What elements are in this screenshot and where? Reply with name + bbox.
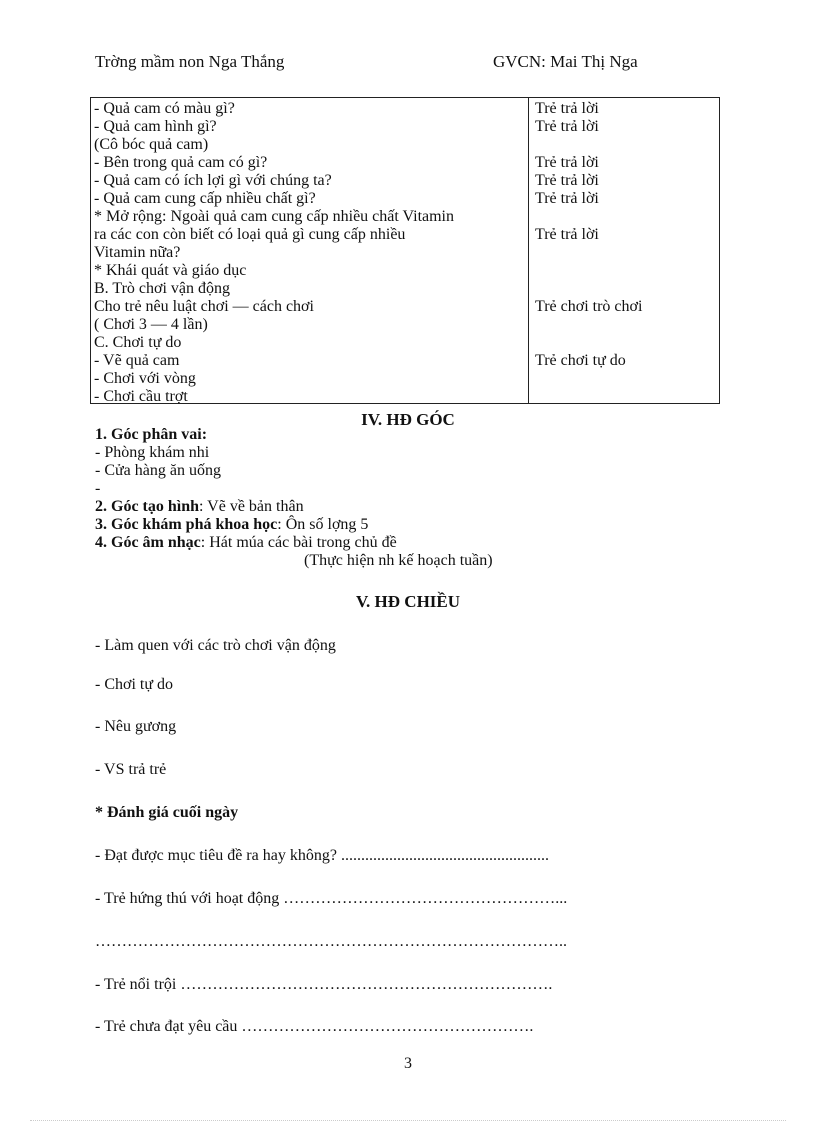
corner-roleplay-item: - Phòng khám nhi	[95, 444, 210, 461]
corner-art-text: : Vẽ về bản thân	[199, 498, 304, 515]
corner-roleplay-title: 1. Góc phân vai:	[95, 426, 208, 443]
table-left-line: C. Chơi tự do	[94, 334, 182, 351]
table-left-line: - Quả cam cung cấp nhiều chất gì?	[94, 190, 316, 207]
corner-music	[95, 534, 397, 552]
corner-art-title: 2. Góc tạo hình	[95, 498, 200, 515]
activity-table	[90, 97, 720, 404]
table-left-line: - Quả cam có màu gì?	[94, 100, 235, 117]
table-left-line: * Khái quát và giáo dục	[94, 262, 247, 279]
table-left-line: - Quả cam có ích lợi gì với chúng ta?	[94, 172, 332, 189]
page-bottom-rule	[30, 1120, 786, 1121]
table-right-line: Trẻ trả lời	[535, 226, 599, 243]
table-left-line: Vitamin nữa?	[94, 244, 181, 261]
evaluation-line: - Trẻ chưa đạt yêu cầu ……………………………………………….	[95, 1018, 534, 1035]
table-right-line: Trẻ trả lời	[535, 118, 599, 135]
corner-art	[95, 498, 304, 516]
teacher-name: GVCN: Mai Thị Nga	[493, 52, 638, 71]
afternoon-item: - Làm quen với các trò chơi vận động	[95, 637, 336, 654]
evaluation-line: ……………………………………………………………………………..	[95, 933, 567, 950]
table-right-line: Trẻ trả lời	[535, 100, 599, 117]
evaluation-line: - Đạt được mục tiêu đề ra hay không? ....................................................	[95, 847, 549, 864]
table-left-line: ( Chơi 3 — 4 lần)	[94, 316, 208, 333]
plan-note: (Thực hiện nh kế hoạch tuần)	[304, 552, 493, 569]
afternoon-item: - Chơi tự do	[95, 676, 174, 693]
table-left-line: Cho trẻ nêu luật chơi — cách chơi	[94, 298, 314, 315]
table-right-line: Trẻ trả lời	[535, 154, 599, 171]
corner-science-text: : Ôn số lợng 5	[277, 516, 369, 533]
corner-roleplay-item: -	[95, 480, 101, 497]
corner-music-text: : Hát múa các bài trong chủ đề	[200, 534, 397, 551]
table-left-line: ra các con còn biết có loại quả gì cung cấp nhiều	[94, 226, 406, 243]
afternoon-item: - Nêu gương	[95, 718, 177, 735]
corner-roleplay-item: - Cửa hàng ăn uống	[95, 462, 221, 479]
table-left-line: - Chơi cầu trợt	[94, 388, 188, 405]
table-right-line: Trẻ trả lời	[535, 190, 599, 207]
table-left-line: - Bên trong quả cam có gì?	[94, 154, 268, 171]
evaluation-title: * Đánh giá cuối ngày	[95, 804, 239, 821]
school-name: Trờng mầm non Nga Thắng	[95, 52, 285, 71]
section-v-title: V. HĐ CHIỀU	[355, 592, 461, 611]
table-right-line: Trẻ chơi trò chơi	[535, 298, 643, 315]
evaluation-line: - Trẻ hứng thú với hoạt động ……………………………………………...	[95, 890, 568, 907]
corner-science-title: 3. Góc khám phá khoa học	[95, 516, 278, 533]
afternoon-item: - VS trả trẻ	[95, 761, 167, 778]
table-left-line: - Vẽ quả cam	[94, 352, 180, 369]
page-number: 3	[404, 1055, 412, 1072]
corner-science	[95, 516, 368, 534]
table-column-divider	[528, 98, 529, 403]
table-left-line: (Cô bóc quả cam)	[94, 136, 209, 153]
table-left-line: - Quả cam hình gì?	[94, 118, 217, 135]
table-left-line: B. Trò chơi vận động	[94, 280, 231, 297]
table-left-line: - Chơi với vòng	[94, 370, 196, 387]
corner-music-title: 4. Góc âm nhạc	[95, 534, 201, 551]
evaluation-line: - Trẻ nổi trội …………………………………………………………….	[95, 976, 553, 993]
table-right-line: Trẻ chơi tự do	[535, 352, 626, 369]
table-right-line: Trẻ trả lời	[535, 172, 599, 189]
section-iv-title: IV. HĐ GÓC	[361, 410, 455, 429]
table-left-line: * Mở rộng: Ngoài quả cam cung cấp nhiều chất Vitamin	[94, 208, 454, 225]
